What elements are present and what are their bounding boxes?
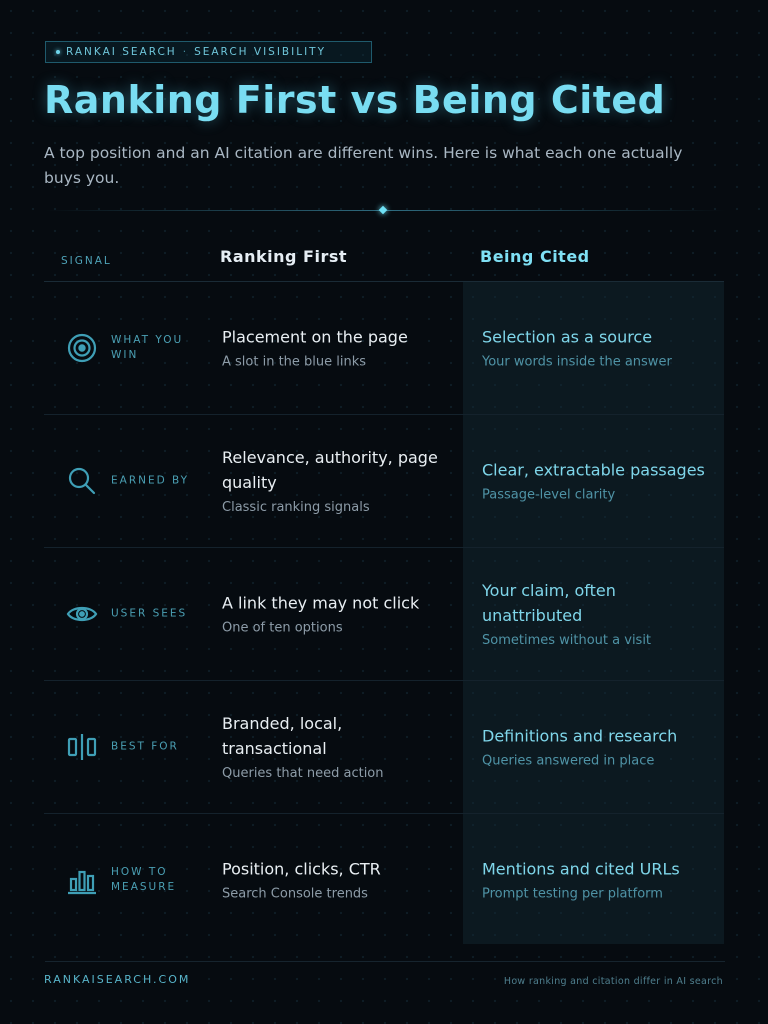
diamond-icon: [379, 206, 387, 214]
ranking-sub-text: One of ten options: [222, 620, 343, 636]
signal-label: BEST FOR: [111, 740, 179, 753]
cited-main-text: Your claim, often unattributed: [482, 581, 616, 625]
ranking-cell: [222, 591, 450, 638]
cited-cell: [482, 578, 718, 650]
cited-main-text: Selection as a source: [482, 327, 653, 347]
ranking-sub-text: Search Console trends: [222, 886, 368, 902]
page-title: Ranking First vs Being Cited: [44, 78, 666, 122]
cited-main-text: Clear, extractable passages: [482, 460, 705, 480]
signal-label: WHAT YOU WIN: [111, 334, 184, 361]
footer-divider: [45, 961, 725, 962]
eye-icon: [65, 597, 99, 631]
ranking-main-text: Relevance, authority, page quality: [222, 448, 438, 492]
brand-tag: [45, 41, 372, 63]
table-row: [44, 681, 724, 814]
brand-section: SEARCH VISIBILITY: [194, 46, 326, 58]
cited-main-text: Definitions and research: [482, 726, 678, 746]
ranking-main-text: Branded, local, transactional: [222, 714, 343, 758]
ranking-cell: [222, 445, 450, 517]
table-row: [44, 415, 724, 548]
target-icon: [65, 331, 99, 365]
footer-site-link[interactable]: RANKAISEARCH.COM: [44, 973, 191, 986]
footer-caption: How ranking and citation differ in AI search: [503, 976, 723, 987]
ranking-sub-text: A slot in the blue links: [222, 354, 367, 370]
comparison-table: [44, 230, 724, 946]
cited-sub-text: Sometimes without a visit: [482, 633, 652, 648]
cited-main-text: Mentions and cited URLs: [482, 859, 680, 879]
search-icon: [65, 464, 99, 498]
page-subtitle: A top position and an AI citation are different wins. Here is what each one actually buys you.: [44, 144, 683, 187]
ranking-cell: [222, 325, 450, 372]
cited-cell: [482, 325, 718, 372]
split-columns-icon: [65, 730, 99, 764]
brand-dot-icon: [56, 50, 60, 54]
bar-chart-icon: [65, 863, 99, 897]
ranking-main-text: A link they may not click: [222, 593, 420, 613]
brand-separator: ·: [182, 46, 189, 58]
signal-label: USER SEES: [111, 607, 188, 620]
cited-sub-text: Queries answered in place: [482, 753, 655, 769]
table-row: [44, 548, 724, 681]
ranking-cell: [222, 711, 450, 783]
ranking-cell: [222, 857, 450, 904]
ranking-main-text: Position, clicks, CTR: [222, 859, 381, 879]
brand-name: RANKAI SEARCH: [66, 46, 177, 58]
cited-sub-text: Passage-level clarity: [482, 487, 616, 503]
header-ranking-first: Ranking First: [220, 247, 348, 266]
cited-cell: [482, 857, 718, 904]
table-row: [44, 814, 724, 946]
header-being-cited: Being Cited: [480, 247, 590, 266]
cited-sub-text: Your words inside the answer: [482, 354, 672, 370]
ranking-main-text: Placement on the page: [222, 327, 408, 347]
table-row: [44, 282, 724, 415]
ranking-sub-text: Classic ranking signals: [222, 500, 370, 515]
signal-label: HOW TO MEASURE: [111, 866, 177, 893]
cited-cell: [482, 724, 718, 771]
ranking-sub-text: Queries that need action: [222, 766, 384, 781]
cited-cell: [482, 458, 718, 505]
header-signal: SIGNAL: [61, 255, 112, 267]
signal-label: EARNED BY: [111, 474, 190, 487]
table-header: [44, 230, 724, 282]
cited-sub-text: Prompt testing per platform: [482, 886, 663, 902]
